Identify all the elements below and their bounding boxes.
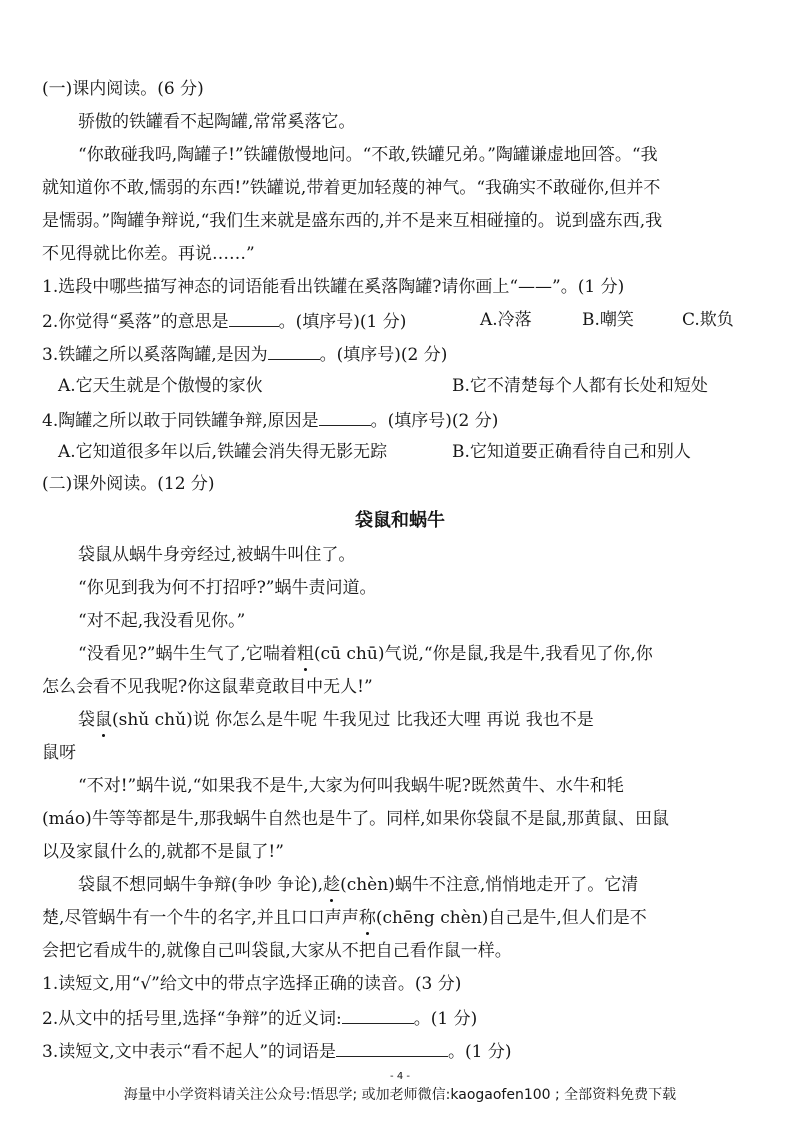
extra-question-2 <box>42 1005 758 1031</box>
question-text: 2.从文中的括号里,选择“争辩”的近义词: <box>42 1009 342 1029</box>
passage-line: 就知道你不敢,懦弱的东西!”铁罐说,带着更加轻蔑的神气。“我确实不敢碰你,但并不 <box>42 178 661 198</box>
story-title: 袋鼠和蜗牛 <box>355 510 445 531</box>
answer-blank[interactable] <box>268 341 320 360</box>
page-number: - 4 - <box>390 1071 410 1082</box>
dotted-character: 鼠 <box>95 710 112 730</box>
passage-line: “你敢碰我吗,陶罐子!”铁罐傲慢地问。“不敢,铁罐兄弟。”陶罐谦虚地回答。“我 <box>78 145 658 165</box>
passage-paragraph: 骄傲的铁罐看不起陶罐,常常奚落它。 <box>78 112 356 132</box>
question-3-options <box>58 374 758 398</box>
story-line: “不对!”蜗牛说,“如果我不是牛,大家为何叫我蜗牛呢?既然黄牛、水牛和牦 <box>78 776 624 796</box>
question-text: 3.读短文,文中表示“看不起人”的词语是 <box>42 1042 337 1062</box>
option-a: A.它知道很多年以后,铁罐会消失得无影无踪 <box>58 442 388 462</box>
option-a: A.它天生就是个傲慢的家伙 <box>58 376 263 396</box>
story-line: “你见到我为何不打招呼?”蜗牛责问道。 <box>78 578 377 598</box>
answer-blank[interactable] <box>229 308 279 327</box>
story-line <box>78 873 758 897</box>
option-a: A.冷落 <box>480 310 532 330</box>
dotted-character: 称 <box>358 908 376 928</box>
question-text: 2.你觉得“奚落”的意思是 <box>42 312 229 332</box>
extra-question-1: 1.读短文,用“√”给文中的带点字选择正确的读音。(3 分) <box>42 974 462 994</box>
section-heading-extra-reading: (二)课外阅读。(12 分) <box>42 474 215 494</box>
answer-blank[interactable] <box>336 1038 448 1057</box>
question-text: 。(1 分) <box>448 1042 512 1062</box>
story-line: 会把它看成牛的,就像自己叫袋鼠,大家从不把自己看作鼠一样。 <box>42 941 512 961</box>
story-line: 以及家鼠什么的,就都不是鼠了!” <box>42 842 284 862</box>
question-2 <box>42 308 758 334</box>
story-line <box>78 708 758 732</box>
option-b: B.它知道要正确看待自己和别人 <box>452 442 691 462</box>
story-line <box>78 642 758 666</box>
pinyin-choice-text: (shǔ chǔ)说 你怎么是牛呢 牛我见过 比我还大哩 再说 我也不是 <box>112 710 594 730</box>
pinyin-choice-text: (chèn)蜗牛不注意,悄悄地走开了。它清 <box>340 875 639 895</box>
option-b: B.它不清楚每个人都有长处和短处 <box>452 376 708 396</box>
story-text: 楚,尽管蜗牛有一个牛的名字,并且口口声声 <box>42 908 359 928</box>
question-text: 3.铁罐之所以奚落陶罐,是因为 <box>42 345 268 365</box>
story-line: “对不起,我没看见你。” <box>78 611 246 631</box>
question-4-options <box>58 440 758 464</box>
pinyin-choice-text: (chēng chèn)自己是牛,但人们是不 <box>375 908 647 928</box>
passage-line: 不见得就比你差。再说……” <box>42 244 255 264</box>
story-text: 袋 <box>78 710 95 730</box>
section-heading-in-class-reading: (一)课内阅读。(6 分) <box>42 79 204 99</box>
question-text: 。(填序号)(1 分) <box>278 312 407 332</box>
story-line <box>42 906 758 930</box>
story-text: “没看见?”蜗牛生气了,它喘着 <box>78 644 297 664</box>
question-text: 。(1 分) <box>413 1009 478 1029</box>
question-3 <box>42 341 758 367</box>
answer-blank[interactable] <box>342 1005 414 1024</box>
dotted-character: 趁 <box>323 875 341 895</box>
story-line: (máo)牛等等都是牛,那我蜗牛自然也是牛了。同样,如果你袋鼠不是鼠,那黄鼠、田鼠 <box>42 809 669 829</box>
answer-blank[interactable] <box>319 407 371 426</box>
passage-line: 是懦弱。”陶罐争辩说,“我们生来就是盛东西的,并不是来互相碰撞的。说到盛东西,我 <box>42 211 663 231</box>
story-line: 袋鼠从蜗牛身旁经过,被蜗牛叫住了。 <box>78 545 356 565</box>
story-text: 袋鼠不想同蜗牛争辩(争吵 争论), <box>78 875 324 895</box>
pinyin-choice-text: (cū chū)气说,“你是鼠,我是牛,我看见了你,你 <box>313 644 653 664</box>
extra-question-3 <box>42 1038 758 1064</box>
footer-notice: 海量中小学资料请关注公众号:悟思学; 或加老师微信:kaogaofen100 ; 全部资料免费下载 <box>123 1087 677 1103</box>
dotted-character: 粗 <box>296 644 314 664</box>
question-text: 。(填序号)(2 分) <box>319 345 448 365</box>
question-text: 。(填序号)(2 分) <box>370 411 499 431</box>
story-line: 鼠呀 <box>42 743 76 763</box>
question-4 <box>42 407 758 433</box>
question-text: 4.陶罐之所以敢于同铁罐争辩,原因是 <box>42 411 319 431</box>
story-line: 怎么会看不见我呢?你这鼠辈竟敢目中无人!” <box>42 677 373 697</box>
question-1: 1.选段中哪些描写神态的词语能看出铁罐在奚落陶罐?请你画上“——”。(1 分) <box>42 277 625 297</box>
option-c: C.欺负 <box>682 310 734 330</box>
option-b: B.嘲笑 <box>582 310 634 330</box>
